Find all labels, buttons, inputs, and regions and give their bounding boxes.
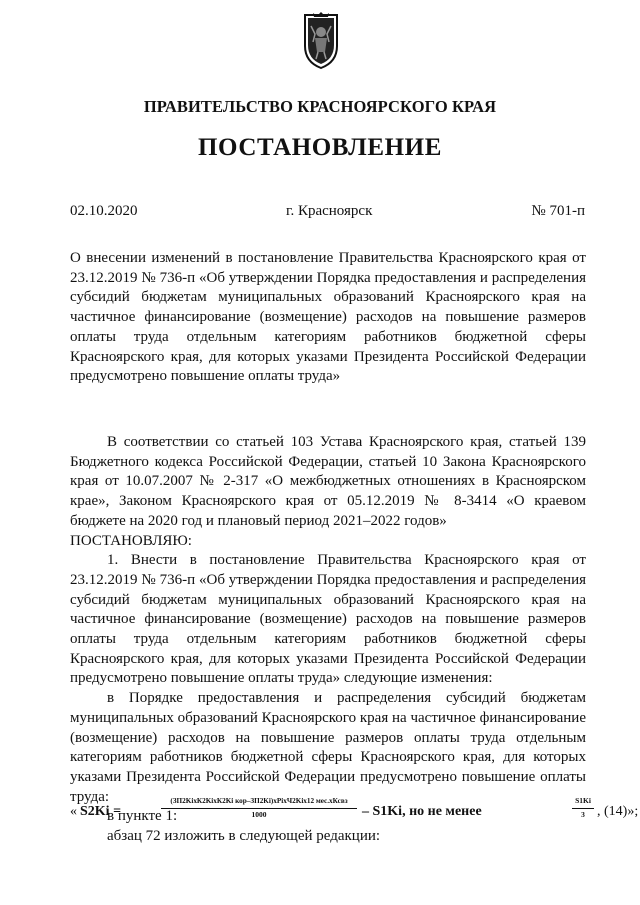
decree-line: ПОСТАНОВЛЯЮ: xyxy=(70,532,192,549)
coat-of-arms-emblem xyxy=(301,12,341,70)
issuing-authority: ПРАВИТЕЛЬСТВО КРАСНОЯРСКОГО КРАЯ xyxy=(143,97,497,116)
paragraph-instruction: абзац 72 изложить в следующей редакции: xyxy=(107,828,381,845)
formula-lhs: S2Ki = xyxy=(80,804,122,819)
document-number: № 701-п xyxy=(531,203,585,219)
item-1a-paragraph: в Порядке предоставления и распределения субсидий бюджетам муниципальных образований Красноярского края на частичное финансирование (возмещение) расходов на повышение размеров оплаты труда отдельным категориям работников бюджетной сферы Красноярского края, для которых указами Президента Российской Федерации предусмотрено повышение оплаты труда: xyxy=(70,690,586,805)
formula-main-fraction xyxy=(161,796,357,821)
document-meta xyxy=(70,203,585,223)
preamble-paragraph: В соответствии со статьей 103 Устава Красноярского края, статьей 139 Бюджетного кодекса Российской Федерации, статьей 10 Закона Красноярского края от 10.07.2007 № 2-317 «О межбюджетных отношениях в Красноярском крае», Законом Красноярского края от 05.12.2019 № 8-3414 «О краевом бюджете на 2020 год и плановый период 2021–2022 годов» xyxy=(70,434,586,529)
document-date: 02.10.2020 xyxy=(70,203,138,219)
formula-rest: – S1Ki, но не менее xyxy=(362,804,482,819)
document-subject: О внесении изменений в постановление Правительства Красноярского края от 23.12.2019 № 736-п «Об утверждении Порядка предоставления и распределения субсидий бюджетам муниципальных образований Красноярского края на частичное финансирование (возмещение) расходов на повышение размеров оплаты труда отдельным категориям работников бюджетной сферы Красноярского края, для которых указами Президента Российской Федерации предусмотрено повышение оплаты труда» xyxy=(70,250,586,385)
item-1-paragraph: 1. Внести в постановление Правительства Красноярского края от 23.12.2019 № 736-п «Об утверждении Порядка предоставления и распределения субсидий бюджетам муниципальных образований Красноярского края на частичное финансирование (возмещение) расходов на повышение размеров оплаты труда отдельным категориям работников бюджетной сферы Красноярского края, для которых указами Президента Российской Федерации предусмотрено повышение оплаты труда» следующие изменения: xyxy=(70,552,586,687)
formula-min-denominator: 3 xyxy=(581,810,585,819)
formula-tail: , (14)»; xyxy=(597,804,639,819)
document-city: г. Красноярск xyxy=(286,203,373,219)
formula-14 xyxy=(70,796,639,830)
document-body xyxy=(70,433,586,847)
formula-denominator: 1000 xyxy=(251,810,267,819)
formula-min-fraction xyxy=(572,796,594,821)
formula-min-numerator: S1Ki xyxy=(572,796,594,809)
formula-open-quote: « xyxy=(70,804,77,819)
document-title: ПОСТАНОВЛЕНИЕ xyxy=(197,134,443,161)
formula-numerator: (ЗП2KiхК2KiхК2Ki кор–ЗП2Ki)хРiхЧ2Kiх12 мес.хКсвз xyxy=(161,796,357,809)
point-line: в пункте 1: xyxy=(107,808,178,825)
